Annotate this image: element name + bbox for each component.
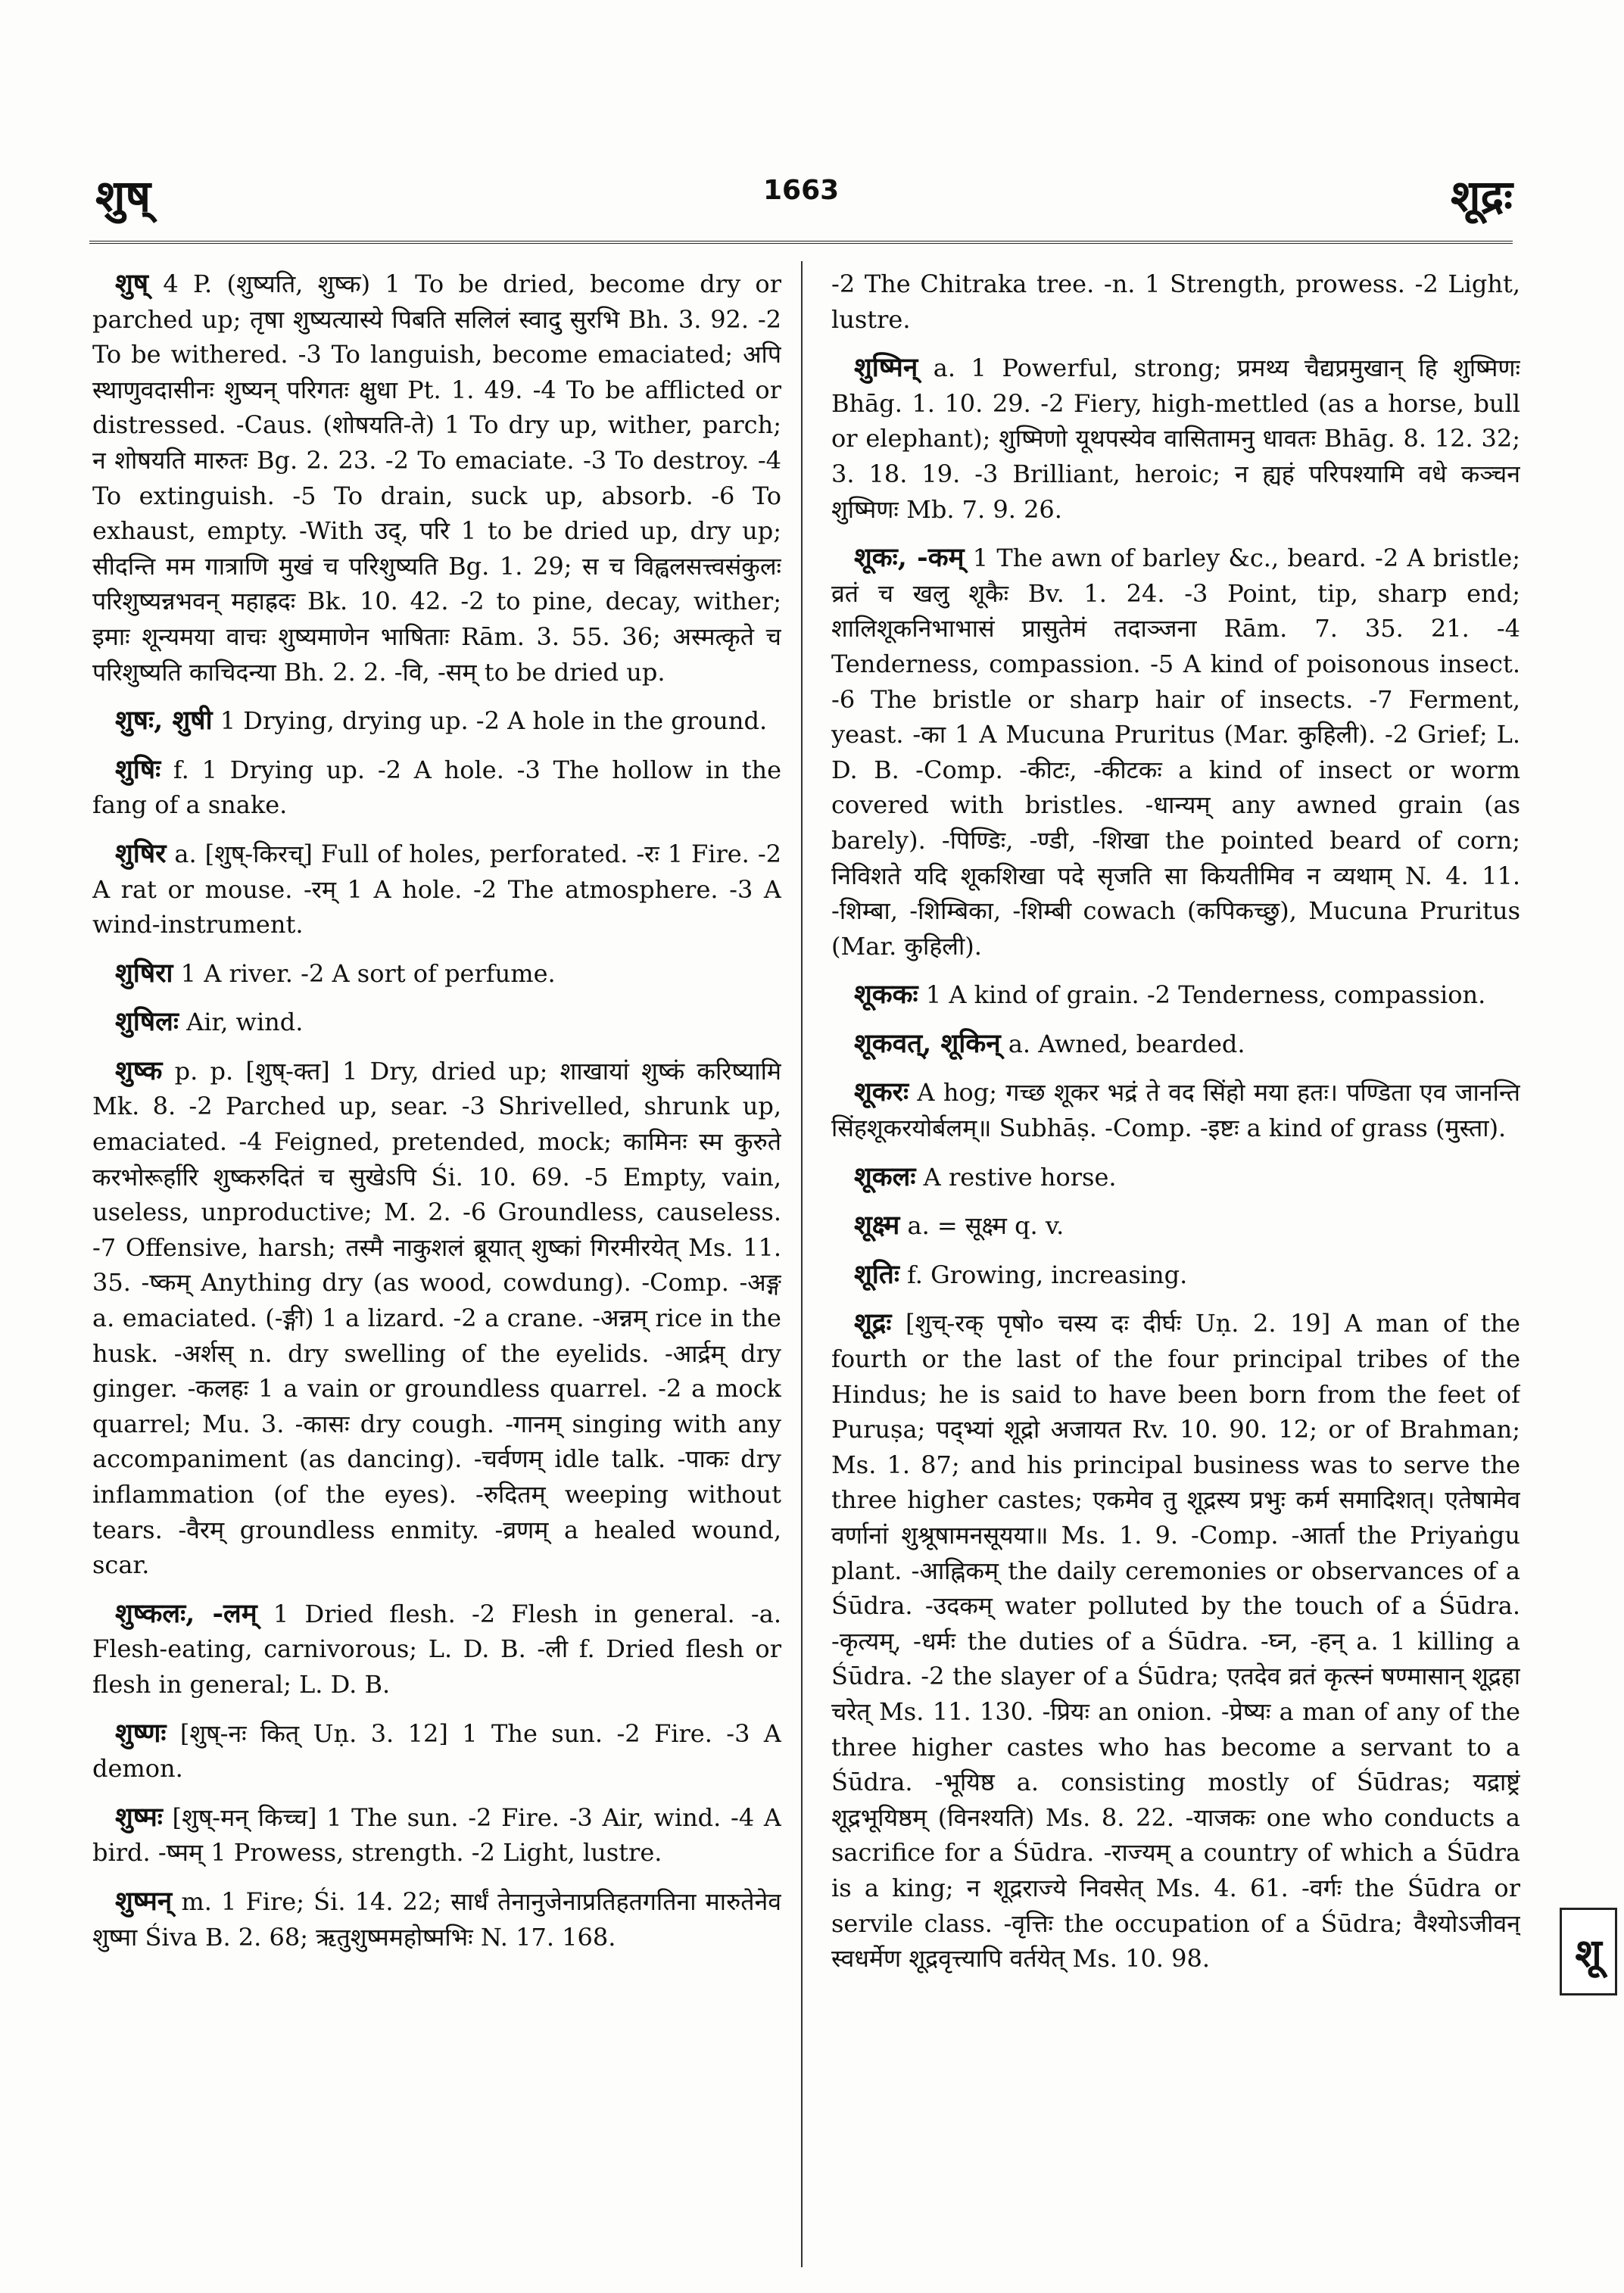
dictionary-entry	[831, 977, 1520, 1013]
entry-headword: शूकः, -कम्	[854, 542, 965, 574]
entry-definition: a. 1 Powerful, strong; प्रमथ्य चैद्यप्रमुखान् हि शुष्मिणः Bhāg. 1. 10. 29. -2 Fiery, high-mettled (as a horse, bull or elephant); शुष्मिणो यूथपस्येव वासितामनु धावतः Bhāg. 8. 12. 32; 3. 18. 19. -3 Brilliant, heroic; न ह्यहं परिपश्यामि वधे कञ्चन शुष्मिणः Mb. 7. 9. 26.	[831, 354, 1520, 524]
entry-definition: a. [शुष्-किरच्] Full of holes, perforated. -रः 1 Fire. -2 A rat or mouse. -रम् 1 A hole. -2 The atmosphere. -3 A wind-instrument.	[92, 839, 781, 939]
dictionary-entry	[92, 752, 781, 823]
entry-definition: p. p. [शुष्-क्त] 1 Dry, dried up; शाखायां शुष्कं करिष्यामि Mk. 8. -2 Parched up, sear. -3 Shrivelled, shrunk up, emaciated. -4 Feigned, pretended, mock; कामिनः स्म कुरुते करभोरूर्हारि शुष्करुदितं च सुखेऽपि Śi. 10. 69. -5 Empty, vain, useless, unproductive; M. 2. -6 Groundless, causeless. -7 Offensive, harsh; तस्मै नाकुशलं ब्रूयात् शुष्कां गिरमीरयेत् Ms. 11. 35. -ष्कम् Anything dry (as wood, cowdung). -Comp. -अङ्ग a. emaciated. (-ङ्गी) 1 a lizard. -2 a crane. -अन्नम् rice in the husk. -अर्शस् n. dry swelling of the eyelids. -आर्द्रम् dry ginger. -कलहः 1 a vain or groundless quarrel. -2 a mock quarrel; Mu. 3. -कासः dry cough. -गानम् singing with any accompaniment (as dancing). -चर्वणम् idle talk. -पाकः dry inflammation (of the eyes). -रुदितम् weeping without tears. -वैरम् groundless enmity. -व्रणम् a healed wound, scar.	[92, 1056, 781, 1580]
right-column	[831, 266, 1520, 2265]
dictionary-entry	[92, 1597, 781, 1703]
entry-headword: शुष्मिन्	[854, 352, 918, 384]
page-number: 1663	[763, 175, 840, 206]
dictionary-entry	[831, 350, 1520, 527]
entry-headword: शूकलः	[854, 1161, 916, 1192]
header-left-headword: शुष्	[95, 170, 151, 222]
column-divider	[801, 261, 803, 2267]
entry-headword: शुषिः	[115, 753, 161, 785]
thumb-index-label: शू	[1575, 1930, 1602, 1977]
entry-definition: 4 P. (शुष्यति, शुष्क) 1 To be dried, become dry or parched up; तृषा शुष्यत्यास्ये पिबति सलिलं स्वादु सुरभि Bh. 3. 92. -2 To be withered. -3 To languish, become emaciated; अपि स्थाणुवदासीनः शुष्यन् परिगतः क्षुधा Pt. 1. 49. -4 To be afflicted or distressed. -Caus. (शोषयति-ते) 1 To dry up, wither, parch; न शोषयति मारुतः Bg. 2. 23. -2 To emaciate. -3 To destroy. -4 To extinguish. -5 To drain, suck up, absorb. -6 To exhaust, empty. -With उद्, परि 1 to be dried up, dry up; सीदन्ति मम गात्राणि मुखं च परिशुष्यति Bg. 1. 29; स च विह्वलसत्त्वसंकुलः परिशुष्यन्नभवन् महाह्रदः Bk. 10. 42. -2 to pine, decay, wither; इमाः शून्यमया वाचः शुष्यमाणेन भाषिताः Rām. 3. 55. 36; अस्मत्कृते च परिशुष्यति काचिदन्या Bh. 2. 2. -वि, -सम् to be dried up.	[92, 269, 781, 687]
dictionary-entry	[92, 703, 781, 739]
left-column	[92, 266, 781, 2265]
entry-headword: शुष्मन्	[115, 1885, 173, 1917]
entry-headword: शुष्णः	[115, 1717, 167, 1749]
entry-definition: Air, wind.	[178, 1008, 304, 1037]
entry-headword: शूद्रः	[854, 1307, 892, 1339]
dictionary-entry	[831, 1257, 1520, 1293]
entry-definition: A hog; गच्छ शूकर भद्रं ते वद सिंहो मया हतः। पण्डिता एव जानन्ति सिंहशूकरयोर्बलम्॥ Subhāṣ. -Comp. -इष्टः a kind of grass (मुस्ता).	[831, 1078, 1520, 1143]
dictionary-entry	[92, 1054, 781, 1583]
page-header	[89, 155, 1513, 238]
entry-headword: शूक्ष्म	[854, 1210, 900, 1242]
dictionary-entry	[92, 1884, 781, 1955]
dictionary-entry	[831, 1208, 1520, 1244]
entry-definition: 1 A river. -2 A sort of perfume.	[173, 958, 556, 988]
entry-headword: शूककः	[854, 979, 918, 1011]
entry-headword: शूकरः	[854, 1076, 909, 1108]
header-right-headword: शूद्रः	[1451, 170, 1513, 222]
dictionary-entry	[92, 1005, 781, 1040]
dictionary-entry	[831, 1306, 1520, 1976]
entry-definition: 1 Dried flesh. -2 Flesh in general. -a. Flesh-eating, carnivorous; L. D. B. -ली f. Dried flesh or flesh in general; L. D. B.	[92, 1599, 781, 1699]
entry-headword: शुषः, शुषी	[115, 705, 213, 737]
dictionary-entry	[92, 837, 781, 942]
entry-headword: शूकवत्, शूकिन्	[854, 1027, 1001, 1059]
entry-definition: 1 A kind of grain. -2 Tenderness, compassion.	[918, 980, 1486, 1010]
dictionary-entry	[831, 266, 1520, 337]
entry-headword: शुषिरा	[115, 957, 173, 989]
entry-headword: शुष्मः	[115, 1801, 163, 1833]
dictionary-entry	[831, 541, 1520, 964]
dictionary-entry	[831, 1027, 1520, 1062]
thumb-index-tab	[1560, 1908, 1617, 1995]
dictionary-entry	[92, 1716, 781, 1787]
entry-definition: f. Growing, increasing.	[899, 1260, 1188, 1289]
entry-headword: शुषिर	[115, 837, 167, 869]
dictionary-entry	[92, 266, 781, 690]
entry-headword: शुष्कलः, -लम्	[115, 1597, 257, 1629]
dictionary-entry	[92, 1800, 781, 1871]
entry-headword: शुष्	[115, 268, 149, 299]
dictionary-entry	[92, 956, 781, 992]
entry-definition: a. = सूक्ष्म q. v.	[899, 1211, 1064, 1241]
dictionary-entry	[831, 1160, 1520, 1195]
entry-headword: शूतिः	[854, 1258, 899, 1290]
entry-definition: [शुष्-नः कित् Uṇ. 3. 12] 1 The sun. -2 Fire. -3 A demon.	[92, 1718, 781, 1784]
entry-definition: f. 1 Drying up. -2 A hole. -3 The hollow in the fang of a snake.	[92, 755, 781, 820]
entry-definition: a. Awned, bearded.	[1000, 1029, 1245, 1058]
entry-definition: m. 1 Fire; Śi. 14. 22; सार्धं तेनानुजेनाप्रतिहतगतिना मारुतेनेव शुष्मा Śiva B. 2. 68; ऋतुशुष्ममहोष्मभिः N. 17. 168.	[92, 1886, 781, 1952]
header-rule	[89, 241, 1513, 244]
entry-headword: शुष्क	[115, 1055, 163, 1086]
dictionary-entry	[831, 1075, 1520, 1145]
entry-definition: -2 The Chitraka tree. -n. 1 Strength, prowess. -2 Light, lustre.	[831, 269, 1520, 334]
entry-definition: [शुष्-मन् किच्च] 1 The sun. -2 Fire. -3 Air, wind. -4 A bird. -ष्मम् 1 Prowess, strength. -2 Light, lustre.	[92, 1802, 781, 1868]
entry-definition: [शुच्-रक् पृषो० चस्य दः दीर्घः Uṇ. 2. 19] A man of the fourth or the last of the four principal tribes of the Hindus; he is said to have been born from the feet of Puruṣa; पद्भ्यां शूद्रो अजायत Rv. 10. 90. 12; or of Brahman; Ms. 1. 87; and his principal business was to serve the three higher castes; एकमेव तु शूद्रस्य प्रभुः कर्म समादिशत्। एतेषामेव वर्णानां शुश्रूषामनसूयया॥ Ms. 1. 9. -Comp. -आर्ता the Priyaṅgu plant. -आह्निकम् the daily ceremonies or observances of a Śūdra. -उदकम् water polluted by the touch of a Śūdra. -कृत्यम्, -धर्मः the duties of a Śūdra. -घ्न, -हन् a. 1 killing a Śūdra. -2 the slayer of a Śūdra; एतदेव व्रतं कृत्स्नं षण्मासान् शूद्रहा चरेत् Ms. 11. 130. -प्रियः an onion. -प्रेष्यः a man of any of the three higher castes who has become a servant to a Śūdra. -भूयिष्ठ a. consisting mostly of Śūdras; यद्राष्ट्रं शूद्रभूयिष्ठम् (विनश्यति) Ms. 8. 22. -याजकः one who conducts a sacrifice for a Śūdra. -राज्यम् a country of which a Śūdra is a king; न शूद्रराज्ये निवसेत् Ms. 4. 61. -वर्गः the Śūdra or servile class. -वृत्तिः the occupation of a Śūdra; वैश्योऽजीवन् स्वधर्मेण शूद्रवृत्त्यापि वर्तयेत् Ms. 10. 98.	[831, 1309, 1520, 1974]
entry-headword: शुषिलः	[115, 1006, 179, 1038]
entry-definition: 1 The awn of barley &c., beard. -2 A bristle; व्रतं च खलु शूकैः Bv. 1. 24. -3 Point, tip, sharp end; शालिशूकनिभाभासं प्रासुतेमं तदाञ्जना Rām. 7. 35. 21. -4 Tenderness, compassion. -5 A kind of poisonous insect. -6 The bristle or sharp hair of insects. -7 Ferment, yeast. -का 1 A Mucuna Pruritus (Mar. कुहिली). -2 Grief; L. D. B. -Comp. -कीटः, -कीटकः a kind of insect or worm covered with bristles. -धान्यम् any awned grain (as barely). -पिण्डिः, -ण्डी, -शिखा the pointed beard of corn; निविशते यदि शूकशिखा पदे सृजति सा कियतीमिव न व्यथाम् N. 4. 11. -शिम्बा, -शिम्बिका, -शिम्बी cowach (कपिकच्छु), Mucuna Pruritus (Mar. कुहिली).	[831, 544, 1520, 961]
entry-definition: A restive horse.	[915, 1162, 1117, 1192]
entry-definition: 1 Drying, drying up. -2 A hole in the ground.	[212, 706, 768, 736]
